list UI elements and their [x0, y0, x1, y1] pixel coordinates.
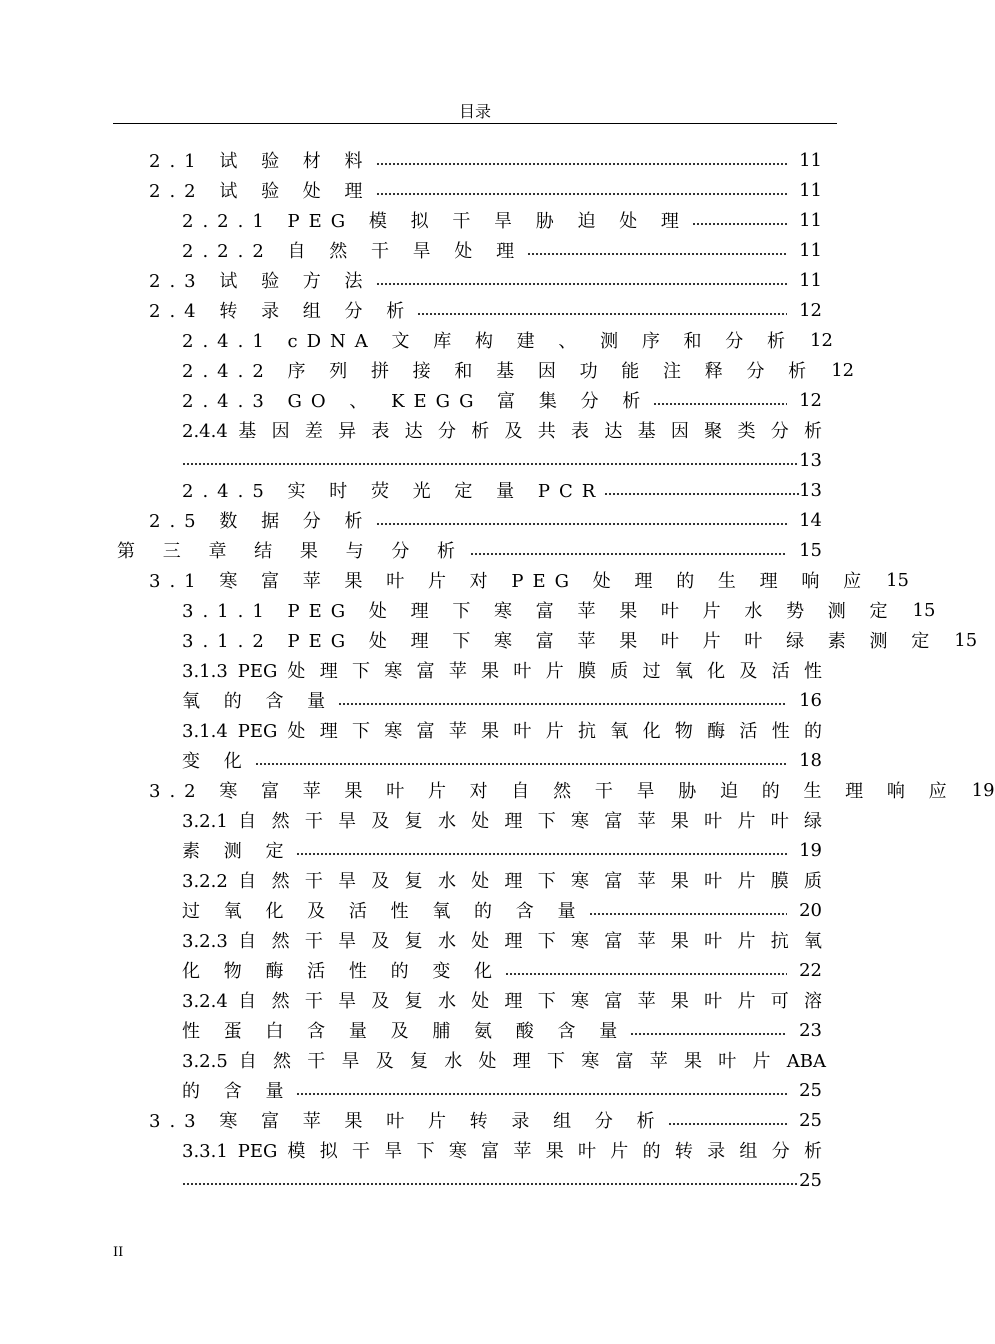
toc-entry-page: 11 — [799, 209, 822, 231]
toc-entry-page: 12 — [799, 299, 822, 321]
toc-entry-3-1-4-continued[interactable] — [182, 745, 822, 775]
toc-entry-label: 3.2 寒 富 苹 果 叶 片 对 自 然 干 旱 胁 迫 的 生 理 响 应 — [149, 781, 956, 802]
toc-entry-chapter-3[interactable] — [117, 535, 822, 565]
toc-entry-label: 2.4.3 GO 、 KEGG 富 集 分 析 — [182, 391, 650, 412]
toc-entry-label: 3.2.3 自 然 干 旱 及 复 水 处 理 下 寒 富 苹 果 叶 片 抗 氧 — [182, 931, 822, 952]
dot-leader — [668, 1122, 788, 1126]
toc-entry-2-3[interactable] — [149, 265, 822, 295]
toc-entry-3-1[interactable] — [149, 565, 909, 595]
toc-entry-label: 化 物 酶 活 性 的 变 化 — [182, 961, 502, 982]
toc-entry-3-2-2[interactable] — [182, 865, 822, 895]
toc-entry-label: 3.3 寒 富 苹 果 叶 片 转 录 组 分 析 — [149, 1111, 664, 1132]
toc-entry-label: 过 氧 化 及 活 性 氧 的 含 量 — [182, 901, 585, 922]
toc-entry-label: 2.3 试 验 方 法 — [149, 271, 372, 292]
toc-entry-page: 20 — [799, 899, 822, 921]
dot-leader — [376, 522, 788, 526]
toc-entry-page: 15 — [799, 539, 822, 561]
toc-entry-label: 2.2.2 自 然 干 旱 处 理 — [182, 241, 524, 262]
toc-entry-label: 2.4.4 基 因 差 异 表 达 分 析 及 共 表 达 基 因 聚 类 分 析 — [182, 421, 822, 442]
toc-entry-label: 2.4.2 序 列 拼 接 和 基 因 功 能 注 释 分 析 — [182, 361, 816, 382]
header-rule — [113, 123, 837, 124]
toc-entry-page: 13 — [799, 479, 822, 501]
toc-entry-3-1-3-continued[interactable] — [182, 685, 822, 715]
dot-leader — [604, 492, 799, 496]
toc-entry-page: 12 — [799, 389, 822, 411]
dot-leader — [527, 252, 787, 256]
toc-entry-label: 2.4.1 cDNA 文 库 构 建 、 测 序 和 分 析 — [182, 331, 794, 352]
toc-entry-page: 25 — [799, 1169, 822, 1191]
toc-entry-3-2-4[interactable] — [182, 985, 822, 1015]
toc-entry-label: 3.2.1 自 然 干 旱 及 复 水 处 理 下 寒 富 苹 果 叶 片 叶 绿 — [182, 811, 822, 832]
dot-leader — [182, 462, 799, 466]
dot-leader — [376, 282, 788, 286]
toc-entry-label: 2.5 数 据 分 析 — [149, 511, 372, 532]
toc-entry-label: 2.4.5 实 时 荧 光 定 量 PCR — [182, 481, 605, 502]
toc-entry-label: 3.1.4 PEG 处 理 下 寒 富 苹 果 叶 片 抗 氧 化 物 酶 活 性 的 — [182, 721, 822, 742]
toc-entry-3-3-1[interactable] — [182, 1135, 822, 1165]
toc-entry-page: 12 — [810, 329, 833, 351]
toc-entry-label: 变 化 — [182, 751, 251, 772]
toc-entry-label: 素 测 定 — [182, 841, 293, 862]
toc-entry-3-1-3[interactable] — [182, 655, 822, 685]
toc-entry-label: 3.1.3 PEG 处 理 下 寒 富 苹 果 叶 片 膜 质 过 氧 化 及 活 性 — [182, 661, 822, 682]
toc-entry-3-3-1-continued[interactable] — [182, 1165, 822, 1195]
dot-leader — [255, 762, 787, 766]
toc-entry-3-2[interactable] — [149, 775, 995, 805]
toc-entry-2-2-2[interactable] — [182, 235, 822, 265]
toc-entry-2-4-2[interactable] — [182, 355, 855, 385]
dot-leader — [630, 1032, 787, 1036]
toc-entry-3-1-1[interactable] — [182, 595, 936, 625]
toc-entry-3-2-2-continued[interactable] — [182, 895, 822, 925]
toc-entry-page: 16 — [799, 689, 822, 711]
toc-entry-2-4-4-continued[interactable] — [182, 445, 822, 475]
dot-leader — [376, 192, 788, 196]
toc-entry-page: 13 — [799, 449, 822, 471]
toc-entry-label: 2.4 转 录 组 分 析 — [149, 301, 414, 322]
toc-entry-page: 23 — [799, 1019, 822, 1041]
toc-entry-label: 3.2.5 自 然 干 旱 及 复 水 处 理 下 寒 富 苹 果 叶 片 ABA — [182, 1051, 826, 1072]
toc-entry-page: 22 — [799, 959, 822, 981]
toc-entry-3-1-2[interactable] — [182, 625, 978, 655]
toc-entry-label: 3.1.1 PEG 处 理 下 寒 富 苹 果 叶 片 水 势 测 定 — [182, 601, 897, 622]
toc-entry-label: 2.1 试 验 材 料 — [149, 151, 372, 172]
toc-entry-label: 3.1 寒 富 苹 果 叶 片 对 PEG 处 理 的 生 理 响 应 — [149, 571, 871, 592]
toc-entry-3-3[interactable] — [149, 1105, 822, 1135]
toc-entry-label: 3.3.1 PEG 模 拟 干 旱 下 寒 富 苹 果 叶 片 的 转 录 组 分 析 — [182, 1141, 822, 1162]
dot-leader — [505, 972, 787, 976]
toc-entry-2-2-1[interactable] — [182, 205, 822, 235]
dot-leader — [296, 1092, 787, 1096]
toc-entry-page: 25 — [799, 1109, 822, 1131]
page-header-title: 目录 — [458, 102, 491, 121]
toc-entry-label: 性 蛋 白 含 量 及 脯 氨 酸 含 量 — [182, 1021, 627, 1042]
toc-entry-3-2-5-continued[interactable] — [182, 1075, 822, 1105]
toc-entry-3-2-1[interactable] — [182, 805, 822, 835]
toc-entry-2-1[interactable] — [149, 145, 822, 175]
toc-entry-page: 19 — [971, 779, 995, 801]
toc-entry-page: 11 — [799, 239, 822, 261]
toc-entry-page: 25 — [799, 1079, 822, 1101]
toc-entry-2-2[interactable] — [149, 175, 822, 205]
toc-entry-2-4-5[interactable] — [182, 475, 822, 505]
dot-leader — [470, 552, 787, 556]
toc-entry-2-4-1[interactable] — [182, 325, 833, 355]
toc-entry-page: 11 — [799, 149, 822, 171]
toc-entry-page: 11 — [799, 269, 822, 291]
toc-entry-page: 15 — [912, 599, 936, 621]
toc-entry-2-4-3[interactable] — [182, 385, 822, 415]
toc-entry-label: 氧 的 含 量 — [182, 691, 335, 712]
dot-leader — [692, 222, 787, 226]
toc-entry-label: 3.2.4 自 然 干 旱 及 复 水 处 理 下 寒 富 苹 果 叶 片 可 溶 — [182, 991, 822, 1012]
toc-entry-2-4[interactable] — [149, 295, 822, 325]
toc-entry-label: 3.2.2 自 然 干 旱 及 复 水 处 理 下 寒 富 苹 果 叶 片 膜 质 — [182, 871, 822, 892]
toc-entry-label: 2.2 试 验 处 理 — [149, 181, 372, 202]
toc-entry-page: 12 — [831, 359, 855, 381]
toc-entry-page: 14 — [799, 509, 822, 531]
toc-entry-3-2-1-continued[interactable] — [182, 835, 822, 865]
toc-entry-label: 2.2.1 PEG 模 拟 干 旱 胁 迫 处 理 — [182, 211, 688, 232]
toc-entry-label: 3.1.2 PEG 处 理 下 寒 富 苹 果 叶 片 叶 绿 素 测 定 — [182, 631, 939, 652]
dot-leader — [296, 852, 787, 856]
toc-entry-3-2-3-continued[interactable] — [182, 955, 822, 985]
toc-entry-2-4-4[interactable] — [182, 415, 822, 445]
toc-entry-3-2-4-continued[interactable] — [182, 1015, 822, 1045]
toc-entry-page: 18 — [799, 749, 822, 771]
dot-leader — [182, 1182, 799, 1186]
toc-entry-3-2-5[interactable] — [182, 1045, 826, 1075]
toc-entry-page: 11 — [799, 179, 822, 201]
toc-entry-2-5[interactable] — [149, 505, 822, 535]
toc-entry-3-2-3[interactable] — [182, 925, 822, 955]
toc-entry-page: 15 — [886, 569, 909, 591]
dot-leader — [653, 402, 787, 406]
toc-entry-page: 19 — [799, 839, 822, 861]
toc-entry-label: 第 三 章 结 果 与 分 析 — [117, 541, 467, 562]
dot-leader — [376, 162, 788, 166]
toc-entry-page: 15 — [954, 629, 978, 651]
footer-page-number: II — [113, 1245, 124, 1260]
dot-leader — [417, 312, 787, 316]
dot-leader — [589, 912, 788, 916]
toc-entry-3-1-4[interactable] — [182, 715, 822, 745]
dot-leader — [338, 702, 787, 706]
toc-entry-label: 的 含 量 — [182, 1081, 293, 1102]
